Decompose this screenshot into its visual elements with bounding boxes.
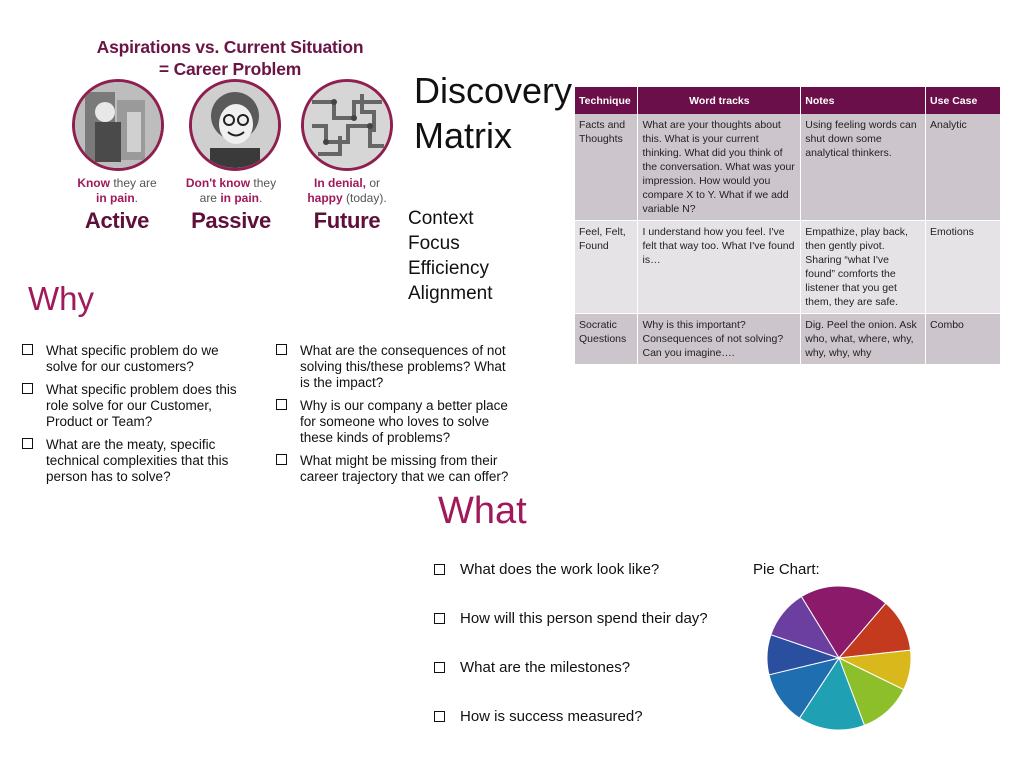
what-heading: What: [438, 490, 527, 532]
active-persona-photo: [72, 79, 164, 171]
future-label: Future: [313, 208, 381, 233]
future-caption: In denial, or happy (today).: [307, 176, 387, 205]
what-question-list: [434, 561, 734, 757]
what-question-item: What does the work look like?: [434, 561, 734, 579]
pie-chart: [766, 585, 912, 731]
why-question-item: What are the meaty, specific technical complexities that this person has to solve?: [22, 437, 252, 485]
word-tracks-cell: I understand how you feel. I've felt that way too. What I've found is…: [638, 221, 801, 314]
why-question-item: What specific problem does this role solve for our Customer, Product or Team?: [22, 382, 252, 430]
table-row: [575, 221, 1001, 314]
why-question-item: What might be missing from their career trajectory that we can offer?: [276, 453, 516, 485]
passive-caption: Don't know they are in pain.: [185, 176, 277, 205]
checkbox-icon: [434, 711, 445, 722]
table-row: [575, 114, 1001, 221]
notes-cell: Dig. Peel the onion. Ask who, what, where, why, why, why, why: [801, 314, 926, 365]
checkbox-icon: [22, 344, 33, 355]
what-question-item: How is success measured?: [434, 708, 734, 726]
header-technique: Technique: [575, 87, 638, 114]
word-tracks-cell: Why is this important? Consequences of not solving? Can you imagine….: [638, 314, 801, 365]
context-item: Focus: [408, 233, 460, 254]
context-item: Context: [408, 208, 474, 229]
header-notes: Notes: [801, 87, 926, 114]
table-header-row: [575, 87, 1001, 114]
why-question-list-left: [22, 343, 252, 492]
discovery-matrix-title: Discovery Matrix: [414, 70, 573, 156]
technique-cell: Feel, Felt, Found: [575, 221, 638, 314]
word-tracks-cell: What are your thoughts about this. What is your current thinking. What did you think of the conversation. What was your impression. How would you compare X to Y. What if we add variable N?: [638, 114, 801, 221]
passive-label: Passive: [191, 208, 271, 233]
why-question-list-right: [276, 343, 516, 492]
checkbox-icon: [22, 383, 33, 394]
context-item: Alignment: [408, 283, 493, 304]
pie-chart-label: Pie Chart:: [753, 561, 820, 578]
use-case-cell: Analytic: [926, 114, 1001, 221]
notes-cell: Empathize, play back, then gently pivot. Sharing “what I've found” comforts the listener that you get them, they are safe.: [801, 221, 926, 314]
active-caption: Know they are in pain.: [77, 176, 157, 205]
checkbox-icon: [22, 438, 33, 449]
use-case-cell: Emotions: [926, 221, 1001, 314]
why-heading: Why: [28, 280, 94, 317]
checkbox-icon: [276, 344, 287, 355]
context-list: [408, 206, 493, 306]
checkbox-icon: [434, 613, 445, 624]
why-question-item: Why is our company a better place for someone who loves to solve these kinds of problems?: [276, 398, 516, 446]
passive-persona-photo: [189, 79, 281, 171]
checkbox-icon: [434, 662, 445, 673]
table-row: [575, 314, 1001, 365]
active-label: Active: [84, 208, 150, 233]
what-question-item: What are the milestones?: [434, 659, 734, 677]
discovery-matrix-table: [575, 87, 1001, 365]
checkbox-icon: [276, 454, 287, 465]
why-question-item: What are the consequences of not solving this/these problems? What is the impact?: [276, 343, 516, 391]
checkbox-icon: [276, 399, 287, 410]
technique-cell: Socratic Questions: [575, 314, 638, 365]
notes-cell: Using feeling words can shut down some analytical thinkers.: [801, 114, 926, 221]
header-use-case: Use Case: [926, 87, 1001, 114]
header-word-tracks: Word tracks: [638, 87, 801, 114]
technique-cell: Facts and Thoughts: [575, 114, 638, 221]
context-item: Efficiency: [408, 258, 489, 279]
what-question-item: How will this person spend their day?: [434, 610, 734, 628]
use-case-cell: Combo: [926, 314, 1001, 365]
checkbox-icon: [434, 564, 445, 575]
aspirations-title: Aspirations vs. Current Situation = Career Problem: [96, 37, 364, 79]
why-question-item: What specific problem do we solve for our customers?: [22, 343, 252, 375]
future-persona-photo: [301, 79, 393, 171]
